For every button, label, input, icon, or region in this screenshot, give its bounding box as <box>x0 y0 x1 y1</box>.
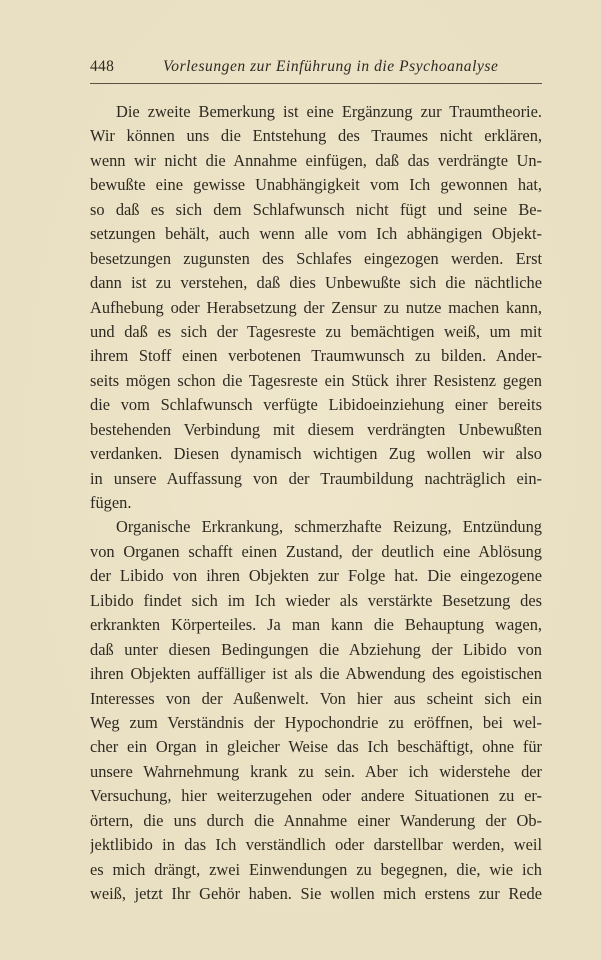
body-text <box>90 100 542 906</box>
text-line: weiß, jetzt Ihr Gehör haben. Sie wollen mich erstens zur Rede <box>90 884 542 903</box>
text-line: setzungen behält, auch wenn alle vom Ich abhängigen Objekt- <box>90 224 542 244</box>
text-line: bestehenden Verbindung mit diesem verdrängten Unbewußten <box>90 419 542 439</box>
text-line: ihrem Stoff einen verbotenen Traumwunsch zu bilden. Ander- <box>90 346 542 366</box>
text-line: der Libido von ihren Objekten zur Folge hat. Die eingezogene <box>90 566 542 586</box>
text-line: Interesses von der Außenwelt. Von hier aus scheint sich ein <box>90 688 542 708</box>
text-line: cher ein Organ in gleicher Weise das Ich beschäftigt, ohne für <box>90 737 542 757</box>
text-line: Organische Erkrankung, schmerzhafte Reizung, Entzündung <box>116 517 542 537</box>
running-title: Vorlesungen zur Einführung in die Psychoanalyse <box>163 58 499 75</box>
text-line: Die zweite Bemerkung ist eine Ergänzung zur Traumtheorie. <box>116 102 542 121</box>
text-line: die vom Schlafwunsch verfügte Libidoeinziehung einer bereits <box>90 395 542 415</box>
text-line: so daß es sich dem Schlafwunsch nicht fügt und seine Be- <box>90 199 542 219</box>
text-line: seits mögen schon die Tagesreste ein Stück ihrer Resistenz gegen <box>90 370 542 390</box>
text-line: verdanken. Diesen dynamisch wichtigen Zug wollen wir also <box>90 444 542 464</box>
text-line: bewußte eine gewisse Unabhängigkeit vom Ich gewonnen hat, <box>90 175 542 195</box>
text-line: es mich drängt, zwei Einwendungen zu begegnen, die, wie ich <box>90 859 542 879</box>
text-line: erkrankten Körperteiles. Ja man kann die Behauptung wagen, <box>90 615 542 635</box>
text-line: daß unter diesen Bedingungen die Abziehung der Libido von <box>90 639 542 659</box>
paragraph-1 <box>90 100 542 515</box>
text-line: örtern, die uns durch die Annahme einer Wanderung der Ob- <box>90 810 542 830</box>
page-number: 448 <box>90 58 115 75</box>
paragraph-2 <box>90 515 542 906</box>
text-line: dann ist zu verstehen, daß dies Unbewußte sich die nächtliche <box>90 273 542 293</box>
running-header <box>90 58 540 84</box>
text-line: besetzungen zugunsten des Schlafes eingezogen werden. Erst <box>90 248 542 268</box>
text-line: Aufhebung oder Herabsetzung der Zensur zu nutze machen kann, <box>90 297 542 317</box>
text-line: und daß es sich der Tagesreste zu bemächtigen weiß, um mit <box>90 321 542 341</box>
text-line: jektlibido in das Ich verständlich oder darstellbar werden, weil <box>90 835 542 855</box>
text-line: in unsere Auffassung von der Traumbildung nachträglich ein- <box>90 468 542 488</box>
text-line: Libido findet sich im Ich wieder als verstärkte Besetzung des <box>90 590 542 610</box>
text-line: von Organen schafft einen Zustand, der deutlich eine Ablösung <box>90 541 542 561</box>
text-line: Weg zum Verständnis der Hypochondrie zu eröffnen, bei wel- <box>90 712 542 732</box>
text-line: ihren Objekten auffälliger ist als die Abwendung des egoistischen <box>90 664 542 684</box>
text-line: Versuchung, hier weiterzugehen oder andere Situationen zu er- <box>90 786 542 806</box>
text-line: unsere Wahrnehmung krank zu sein. Aber ich widerstehe der <box>90 761 542 781</box>
header-rule <box>90 83 542 84</box>
text-line: fügen. <box>90 493 132 512</box>
text-line: Wir können uns die Entstehung des Traumes nicht erklären, <box>90 126 542 146</box>
text-line: wenn wir nicht die Annahme einfügen, daß das verdrängte Un- <box>90 150 542 170</box>
